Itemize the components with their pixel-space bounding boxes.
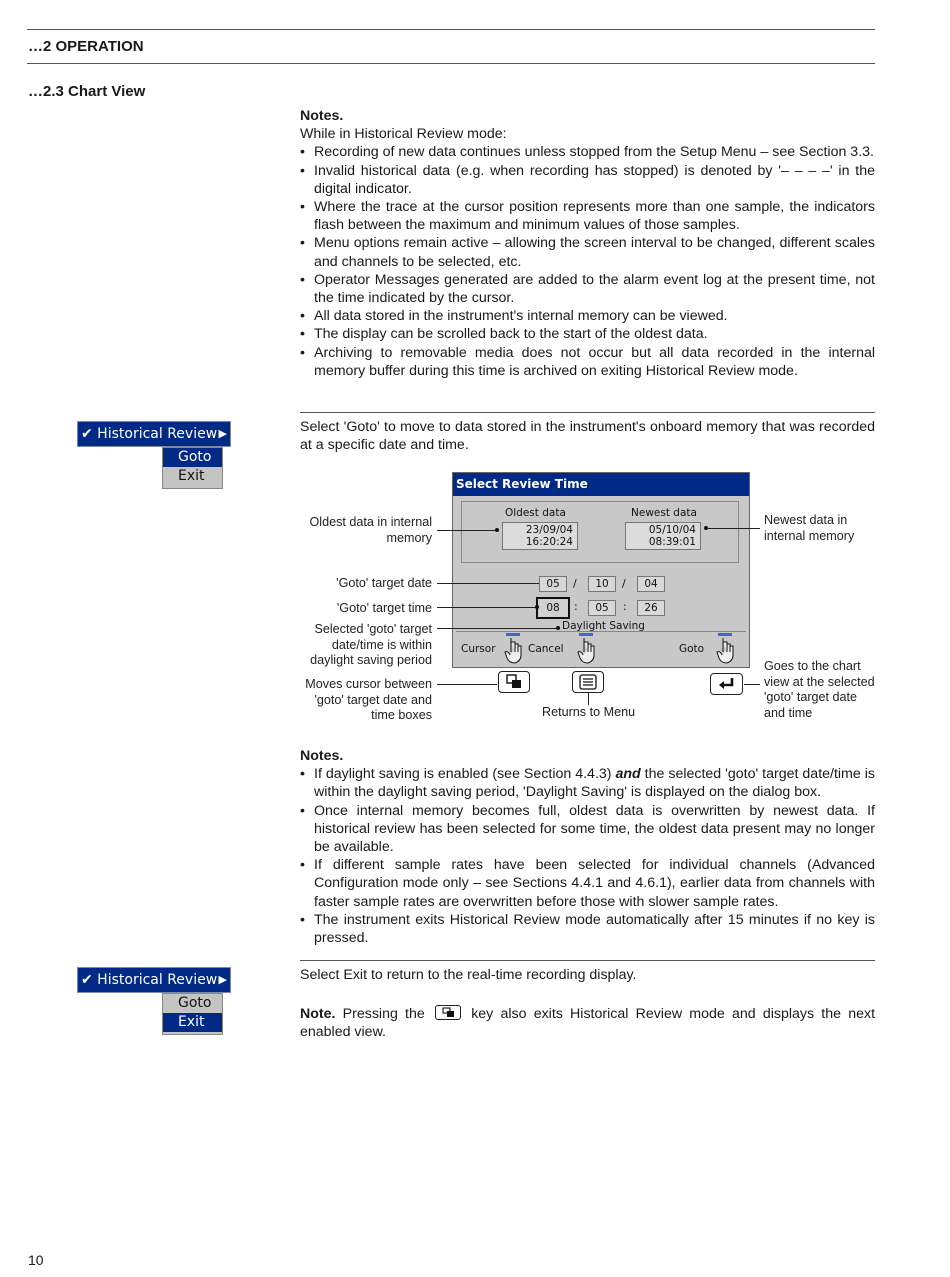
- menu-dropdown: [162, 993, 223, 1035]
- menu-title-bar[interactable]: [77, 967, 231, 993]
- leader-line: [744, 684, 760, 685]
- leader-line: [437, 684, 497, 685]
- menu-title: ✔ Historical Review: [81, 426, 218, 442]
- page-number: 10: [28, 1252, 44, 1268]
- time-separator: :: [574, 600, 578, 613]
- notes-heading: Notes.: [300, 108, 344, 124]
- softkey-cursor-label[interactable]: Cursor: [461, 643, 496, 655]
- date-separator: /: [622, 577, 626, 590]
- menu-dropdown: [162, 447, 223, 489]
- list-item: • Once internal memory becomes full, oldest data is overwritten by newest data. If historical review has been selected for some time, the oldest data present may no longer be available.: [300, 802, 875, 857]
- newest-time: 08:39:01: [648, 536, 696, 548]
- menu-item-exit[interactable]: Exit: [178, 468, 205, 484]
- callout-moves-cursor: Moves cursor between 'goto' target date and time boxes: [305, 677, 432, 722]
- divider: [300, 960, 875, 961]
- callout-goes-to-chart: Goes to the chart view at the selected 'goto' target date and time: [764, 659, 875, 720]
- leader-line: [437, 583, 539, 584]
- menu-key-icon[interactable]: [572, 671, 604, 693]
- leader-dot: [535, 605, 539, 609]
- date-day-field[interactable]: 05: [539, 576, 567, 592]
- leader-line: [707, 528, 760, 529]
- note-label: Note.: [300, 1006, 336, 1022]
- oldest-data-value: [502, 522, 578, 550]
- view-switch-key-icon[interactable]: [498, 671, 530, 693]
- notes-intro: While in Historical Review mode:: [300, 126, 507, 143]
- list-item: • If different sample rates have been selected for individual channels (Advanced Configuration mode only – see Sections 4.4.1 and 4.6.1), earlier data from channels with faster sample rates are overwritten before those with slower sample rates.: [300, 856, 875, 911]
- submenu-arrow-icon: ▶: [218, 427, 227, 440]
- leader-dot: [556, 626, 560, 630]
- newest-data-label: Newest data: [631, 507, 697, 519]
- menu-title-bar[interactable]: [77, 421, 231, 447]
- callout-target-date: 'Goto' target date: [336, 576, 432, 590]
- list-item: • The display can be scrolled back to the start of the oldest data.: [300, 325, 875, 343]
- date-separator: /: [573, 577, 577, 590]
- header-rule: [27, 63, 875, 64]
- historical-review-menu: [77, 421, 231, 489]
- list-item: • Recording of new data continues unless stopped from the Setup Menu – see Section 3.3.: [300, 143, 875, 161]
- oldest-date: 23/09/04: [525, 524, 573, 536]
- callout-oldest-data: Oldest data in internal memory: [309, 515, 432, 545]
- callout-target-time: 'Goto' target time: [336, 601, 432, 615]
- time-hour-field[interactable]: 08: [536, 597, 570, 619]
- callout-daylight-saving: Selected 'goto' target date/time is within daylight saving period: [310, 622, 432, 667]
- top-rule: [27, 29, 875, 30]
- text-run: the selected 'goto' target date/time is within the daylight saving period, 'Daylight Saving' is displayed on the dialog box.: [314, 766, 875, 801]
- notes-heading: Notes.: [300, 748, 344, 764]
- menu-item-goto[interactable]: Goto: [178, 995, 212, 1011]
- list-item: • Where the trace at the cursor position represents more than one sample, the indicators flash between the maximum and minimum values of those samples.: [300, 198, 875, 234]
- leader-line: [437, 607, 537, 608]
- list-item: • Invalid historical data (e.g. when recording has stopped) is denoted by '– – – –' in the digital indicator.: [300, 162, 875, 198]
- list-item: • All data stored in the instrument's internal memory can be viewed.: [300, 307, 875, 325]
- historical-review-menu: [77, 967, 231, 1035]
- dialog-title: Select Review Time: [453, 473, 749, 496]
- subsection-heading: …2.3 Chart View: [28, 83, 146, 100]
- list-item: [300, 765, 875, 801]
- pointing-hand-icon: [576, 633, 598, 665]
- menu-title: ✔ Historical Review: [81, 972, 218, 988]
- goto-enter-key-icon[interactable]: [710, 673, 743, 695]
- newest-date: 05/10/04: [648, 524, 696, 536]
- softkey-goto-label[interactable]: Goto: [679, 643, 705, 655]
- newest-data-value: [625, 522, 701, 550]
- list-item: • Operator Messages generated are added to the alarm event log at the present time, not the time indicated by the cursor.: [300, 271, 875, 307]
- final-note: [300, 1005, 875, 1041]
- goto-description: Select 'Goto' to move to data stored in the instrument's onboard memory that was recorded at a specific date and time.: [300, 419, 875, 454]
- pointing-hand-icon: [503, 633, 525, 665]
- emphasis: and: [615, 766, 641, 783]
- text-run: If daylight saving is enabled (see Section 4.4.3): [314, 766, 616, 783]
- notes-block-1: [300, 107, 875, 380]
- oldest-time: 16:20:24: [525, 536, 573, 548]
- pointing-hand-icon: [715, 633, 737, 665]
- time-minute-field[interactable]: 05: [588, 600, 616, 616]
- list-item: • Menu options remain active – allowing the screen interval to be changed, different scales and channels to be selected, etc.: [300, 234, 875, 270]
- leader-line: [437, 628, 557, 629]
- menu-item-goto[interactable]: Goto: [163, 448, 222, 467]
- oldest-data-label: Oldest data: [505, 507, 566, 519]
- leader-line: [437, 530, 497, 531]
- date-year-field[interactable]: 04: [637, 576, 665, 592]
- callout-returns-to-menu: Returns to Menu: [542, 705, 636, 719]
- time-second-field[interactable]: 26: [637, 600, 665, 616]
- notes-list: [300, 765, 875, 947]
- notes-block-2: [300, 747, 875, 947]
- text-run: Pressing the: [342, 1006, 425, 1022]
- text-run: key also exits Historical Review mode and displays the next enabled view.: [300, 1006, 876, 1041]
- leader-dot: [495, 528, 499, 532]
- section-heading: …2 OPERATION: [28, 38, 144, 55]
- view-switch-key-icon: [435, 1005, 461, 1020]
- leader-line: [588, 693, 589, 705]
- list-item: • The instrument exits Historical Review mode automatically after 15 minutes if no key is pressed.: [300, 911, 875, 947]
- select-review-time-dialog: [452, 472, 750, 668]
- exit-description: Select Exit to return to the real-time recording display.: [300, 967, 637, 983]
- list-item: • Archiving to removable media does not occur but all data recorded in the internal memory buffer during this time is archived on exiting Historical Review mode.: [300, 344, 875, 380]
- date-month-field[interactable]: 10: [588, 576, 616, 592]
- softkey-cancel-label[interactable]: Cancel: [528, 643, 564, 655]
- submenu-arrow-icon: ▶: [218, 973, 227, 986]
- menu-item-exit[interactable]: Exit: [163, 1013, 222, 1032]
- callout-newest-data: Newest data in internal memory: [764, 513, 855, 543]
- divider: [300, 412, 875, 413]
- notes-list: [300, 143, 875, 380]
- time-separator: :: [623, 600, 627, 613]
- daylight-saving-indicator: Daylight Saving: [562, 620, 645, 632]
